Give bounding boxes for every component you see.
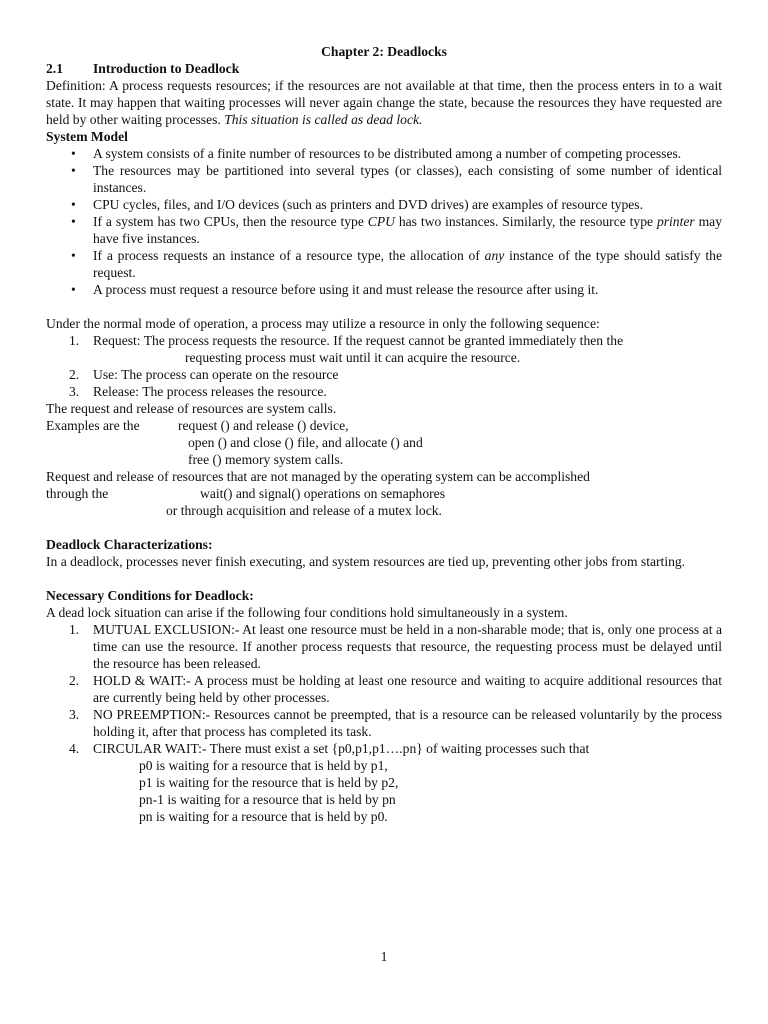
circular-line: p0 is waiting for a resource that is held by p1, <box>139 758 388 773</box>
list-number: 1. <box>69 622 80 637</box>
list-item-text: The resources may be partitioned into several types (or classes), each consisting of some number of identical instances. <box>93 163 722 195</box>
list-item-text: CPU cycles, files, and I/O devices (such as printers and DVD drives) are examples of resource types. <box>93 197 643 212</box>
list-item-text: may have five instances. <box>93 214 722 246</box>
list-item <box>71 247 722 281</box>
list-number: 1. <box>69 333 80 348</box>
list-item-text: Release: The process releases the resource. <box>93 384 327 399</box>
bullet-icon: • <box>71 146 76 161</box>
list-item <box>69 706 722 740</box>
list-item-text: If a system has two CPUs, then the resource type <box>93 214 368 229</box>
section-heading <box>46 60 722 77</box>
section-title: Introduction to Deadlock <box>93 61 240 76</box>
list-number: 2. <box>69 367 80 382</box>
list-item-text: Request: The process requests the resource. If the request cannot be granted immediately then the <box>93 333 624 348</box>
list-item <box>71 213 722 247</box>
conditions-list <box>46 621 722 757</box>
characterizations-heading: Deadlock Characterizations: <box>46 537 213 552</box>
chapter-title: Chapter 2: Deadlocks <box>321 44 447 59</box>
list-number: 3. <box>69 384 80 399</box>
emphasis-printer: printer <box>656 214 695 229</box>
definition-text: Definition: A process requests resources; if the resources are not available at that time, then the process enters in to a wait state. It may happen that waiting processes will never again change the state, because the resources they have requested are held by other waiting processes. <box>46 78 722 127</box>
bullet-icon: • <box>71 214 76 229</box>
syscalls-line: The request and release of resources are system calls. <box>46 401 337 416</box>
document-page <box>46 43 722 825</box>
list-item-text: has two instances. Similarly, the resource type <box>394 214 657 229</box>
list-item <box>71 145 722 162</box>
circular-line: pn-1 is waiting for a resource that is held by pn <box>139 792 396 807</box>
system-model-heading: System Model <box>46 129 128 144</box>
circular-line: pn is waiting for a resource that is held by p0. <box>139 809 388 824</box>
list-item-text: If a process requests an instance of a resource type, the allocation of <box>93 248 485 263</box>
list-item <box>69 621 722 672</box>
list-item-continuation: requesting process must wait until it can acquire the resource. <box>185 350 521 365</box>
emphasis-cpu: CPU <box>367 214 395 229</box>
conditions-intro: A dead lock situation can arise if the following four conditions hold simultaneously in a system. <box>46 605 568 620</box>
operation-intro: Under the normal mode of operation, a process may utilize a resource in only the following sequence: <box>46 316 600 331</box>
through-label: through the <box>46 486 109 501</box>
bullet-icon: • <box>71 163 76 178</box>
example-line: open () and close () file, and allocate () and <box>188 435 423 450</box>
list-item <box>69 332 722 366</box>
list-item <box>69 672 722 706</box>
characterizations-text: In a deadlock, processes never finish executing, and system resources are tied up, preventing other jobs from starting. <box>46 554 686 569</box>
examples-label: Examples are the <box>46 418 140 433</box>
bullet-icon: • <box>71 282 76 297</box>
through-block <box>46 485 722 502</box>
list-item <box>71 281 722 298</box>
list-item <box>69 383 722 400</box>
circular-line: p1 is waiting for the resource that is held by p2, <box>139 775 399 790</box>
system-model-list <box>46 145 722 298</box>
examples-block <box>46 417 722 468</box>
list-item-text: A system consists of a finite number of resources to be distributed among a number of competing processes. <box>93 146 682 161</box>
operation-steps <box>46 332 722 400</box>
example-line: free () memory system calls. <box>188 452 344 467</box>
list-item-text: A process must request a resource before using it and must release the resource after using it. <box>93 282 599 297</box>
list-number: 4. <box>69 741 80 756</box>
list-number: 3. <box>69 707 80 722</box>
page-number: 1 <box>380 949 388 964</box>
definition-italic: This situation is called as dead lock. <box>224 112 423 127</box>
list-item <box>69 740 722 757</box>
list-item <box>69 366 722 383</box>
example-line: request () and release () device, <box>178 418 349 433</box>
list-item <box>71 162 722 196</box>
list-item-text: Use: The process can operate on the resource <box>93 367 339 382</box>
list-number: 2. <box>69 673 80 688</box>
list-item-text: CIRCULAR WAIT:- There must exist a set {p0,p1,p1….pn} of waiting processes such that <box>93 741 590 756</box>
emphasis-any: any <box>484 248 505 263</box>
list-item-text: HOLD & WAIT:- A process must be holding at least one resource and waiting to acquire additional resources that are currently being held by other processes. <box>93 673 722 705</box>
unmanaged-line: Request and release of resources that are not managed by the operating system can be accomplished <box>46 469 590 484</box>
section-number: 2.1 <box>46 61 63 76</box>
list-item-text: instance of the type should satisfy the request. <box>93 248 722 280</box>
bullet-icon: • <box>71 197 76 212</box>
bullet-icon: • <box>71 248 76 263</box>
definition-paragraph <box>46 77 722 128</box>
list-item-text: MUTUAL EXCLUSION:- At least one resource must be held in a non-sharable mode; that is, only one process at a time can use the resource. If another process requests that resource, the requesting process must be delayed until the resource has been released. <box>93 622 722 671</box>
through-line: or through acquisition and release of a mutex lock. <box>166 503 442 518</box>
examples-list <box>178 417 423 468</box>
circular-wait-lines <box>46 757 722 825</box>
conditions-heading: Necessary Conditions for Deadlock: <box>46 588 254 603</box>
through-line: wait() and signal() operations on semaphores <box>200 486 445 501</box>
list-item <box>71 196 722 213</box>
list-item-text: NO PREEMPTION:- Resources cannot be preempted, that is a resource can be released voluntarily by the process holding it, after that process has completed its task. <box>93 707 722 739</box>
